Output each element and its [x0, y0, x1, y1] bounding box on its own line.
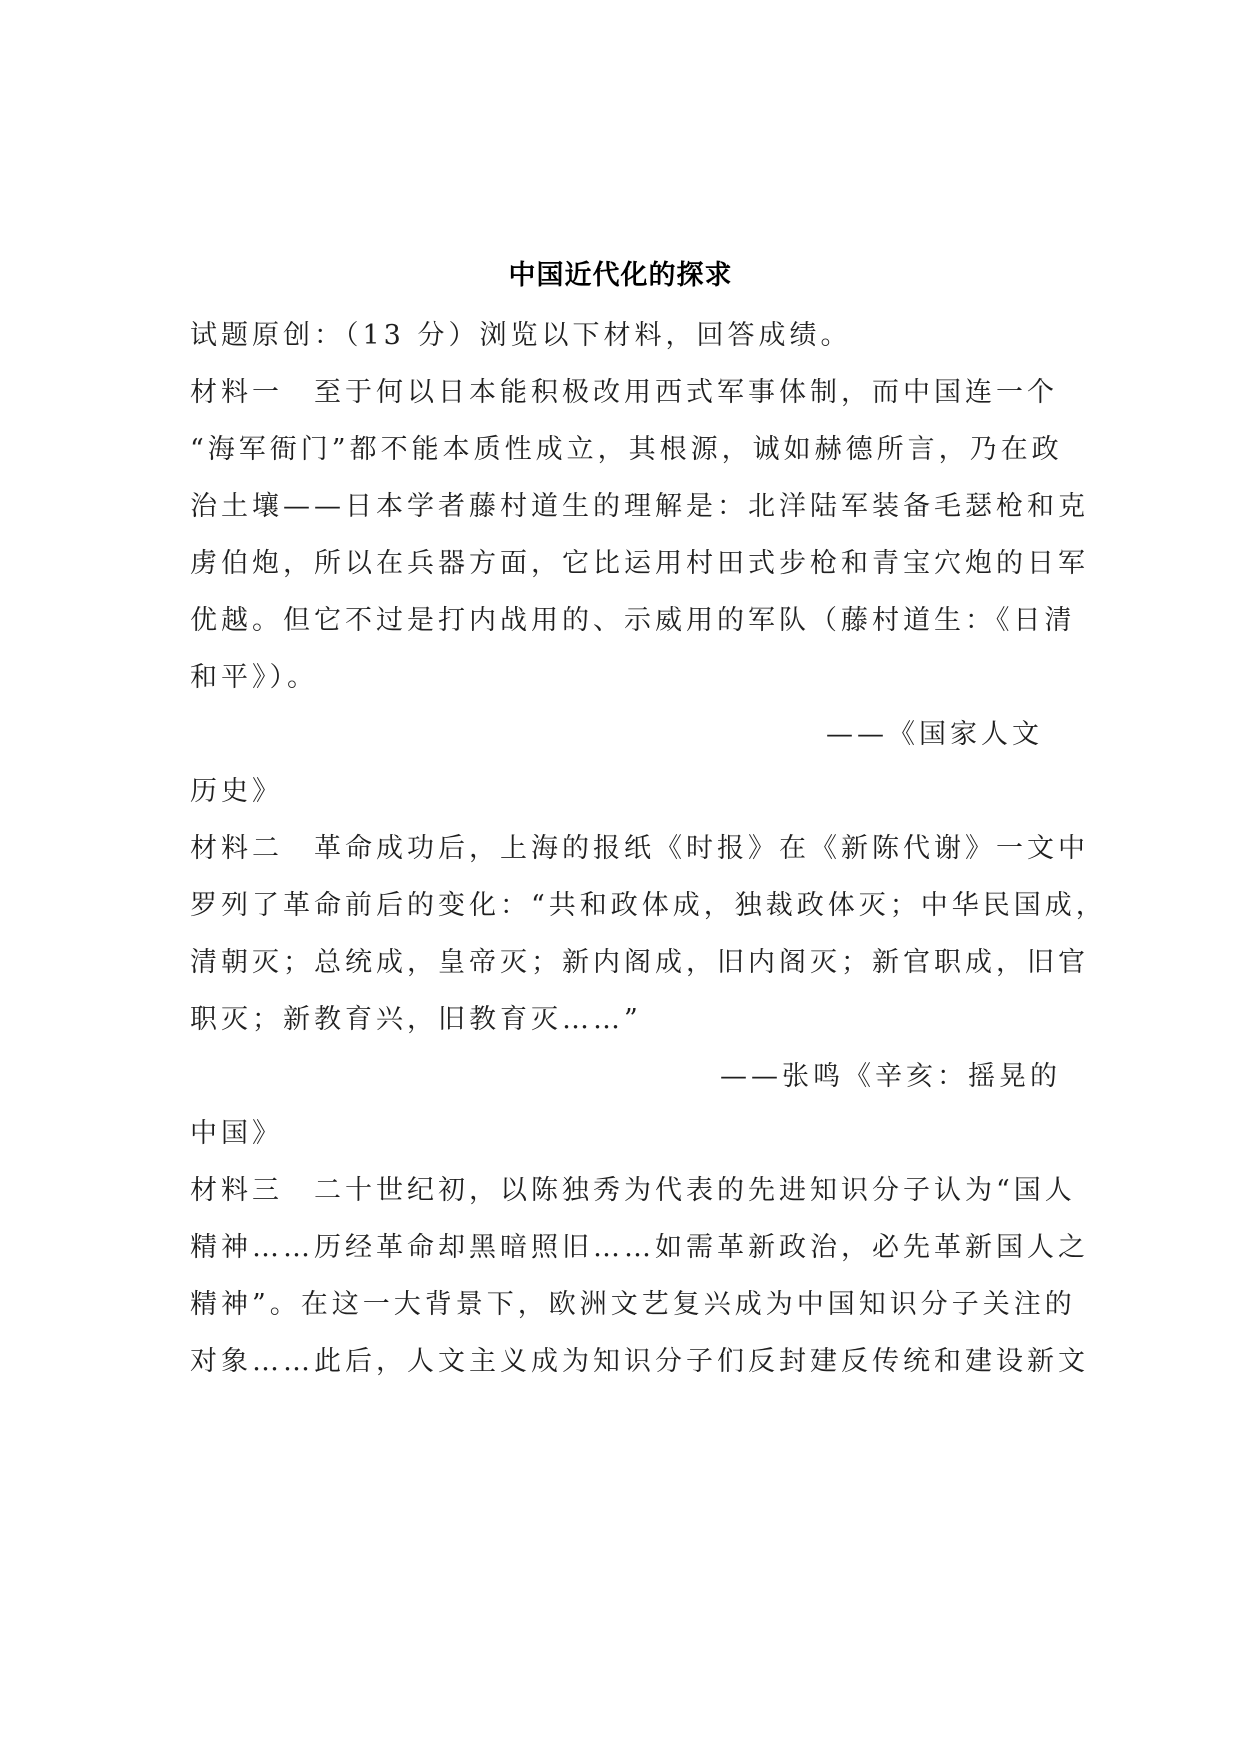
material-3-line-2: 精神……历经革命却黑暗照旧……如需革新政治，必先革新国人之: [190, 1232, 1089, 1263]
material-2-line-4: 职灭；新教育兴，旧教育灭……”: [190, 1004, 642, 1035]
material-2-line-2: 罗列了革命前后的变化：“共和政体成，独裁政体灭；中华民国成，: [190, 890, 1107, 921]
material-1-line-3: 治土壤——日本学者藤村道生的理解是：北洋陆军装备毛瑟枪和克: [190, 491, 1089, 522]
document-title: 中国近代化的探求: [508, 260, 733, 291]
material-1-line-5: 优越。但它不过是打内战用的、示威用的军队（藤村道生：《日清: [190, 605, 1076, 636]
material-2-source-line-1: ——张鸣《辛亥：摇晃的: [720, 1061, 1061, 1092]
question-intro: 试题原创：（13 分）浏览以下材料，回答成绩。: [190, 320, 852, 351]
material-3-line-3: 精神”。在这一大背景下，欧洲文艺复兴成为中国知识分子关注的: [190, 1289, 1076, 1320]
material-3-line-4: 对象……此后，人文主义成为知识分子们反封建反传统和建设新文: [190, 1346, 1089, 1377]
material-2-source-line-2: 中国》: [190, 1118, 283, 1149]
material-1-line-4: 虏伯炮，所以在兵器方面，它比运用村田式步枪和青宝穴炮的日军: [190, 548, 1089, 579]
material-1-line-6: 和平》）。: [190, 662, 318, 693]
material-1-line-1: 材料一 至于何以日本能积极改用西式军事体制，而中国连一个: [190, 377, 1058, 408]
material-2-line-1: 材料二 革命成功后，上海的报纸《时报》在《新陈代谢》一文中: [190, 833, 1089, 864]
material-3-line-1: 材料三 二十世纪初，以陈独秀为代表的先进知识分子认为“国人: [190, 1175, 1076, 1206]
material-1-source-line-1: ——《国家人文: [826, 719, 1043, 750]
material-2-line-3: 清朝灭；总统成，皇帝灭；新内阁成，旧内阁灭；新官职成，旧官: [190, 947, 1089, 978]
material-1-line-2: “海军衙门”都不能本质性成立，其根源，诚如赫德所言，乃在政: [190, 434, 1063, 465]
material-1-source-line-2: 历史》: [190, 776, 283, 807]
